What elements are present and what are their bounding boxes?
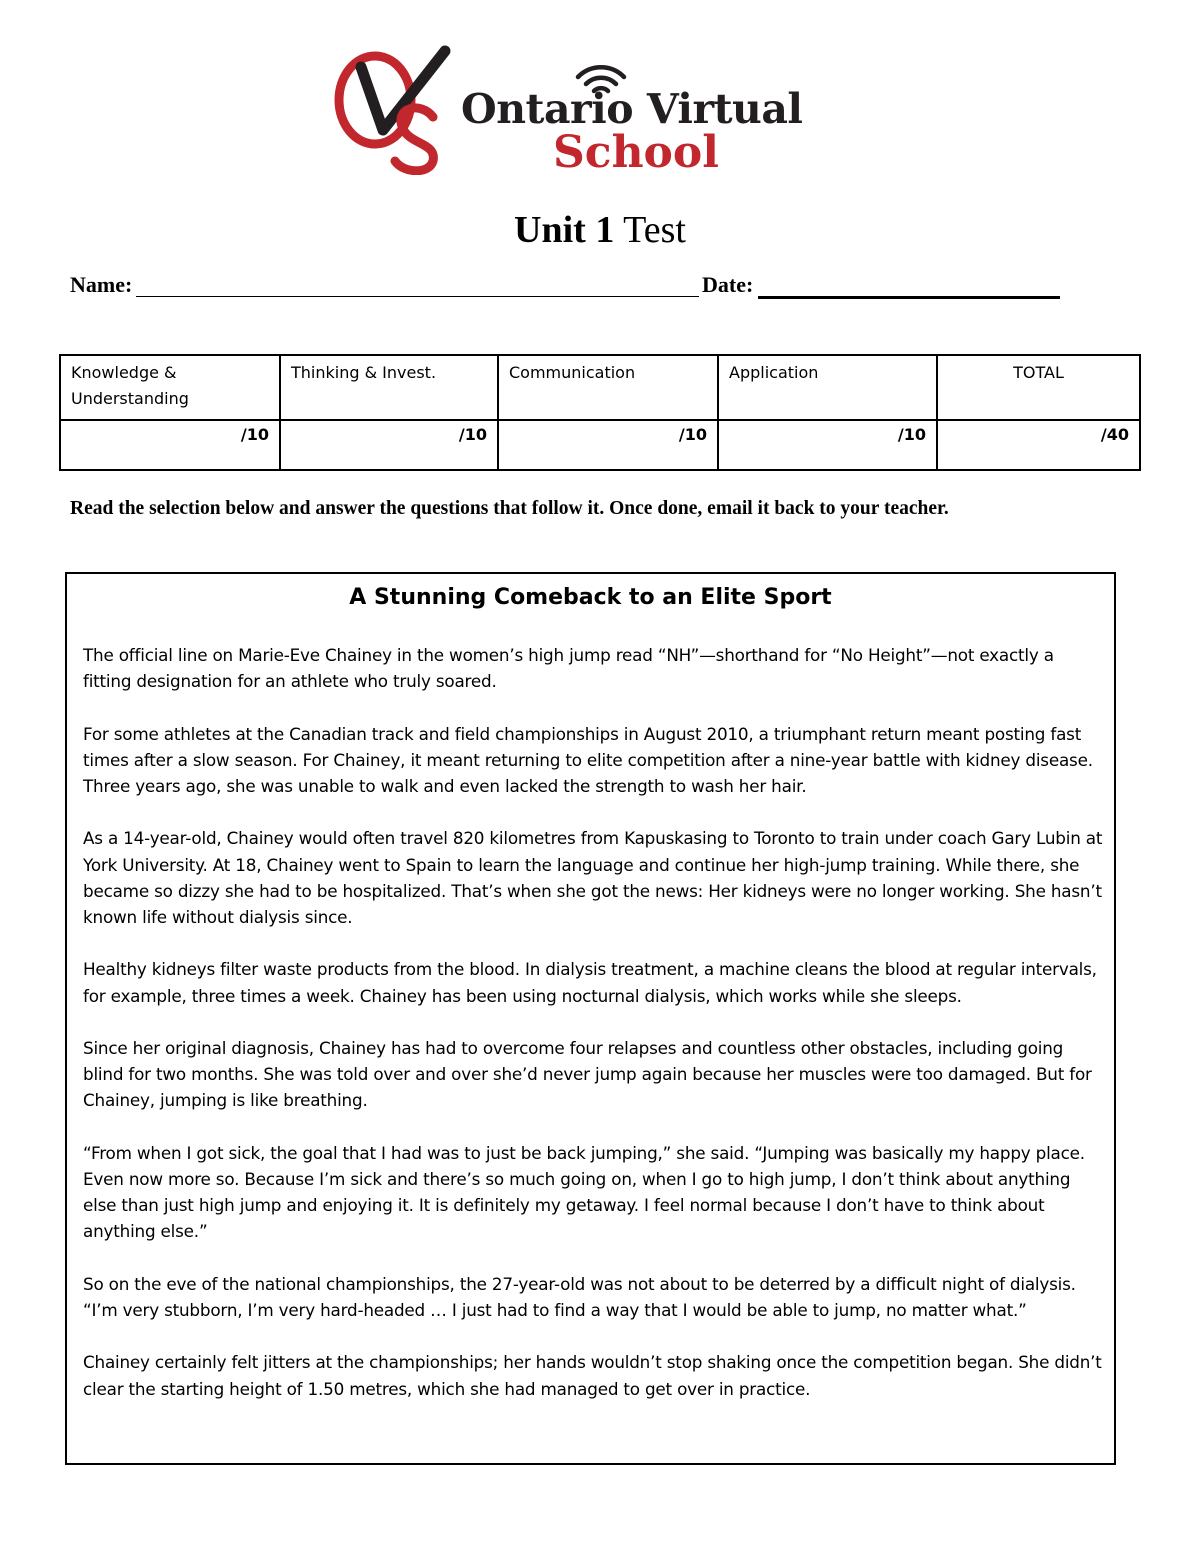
header-total: TOTAL — [937, 355, 1140, 420]
title-rest: Test — [614, 209, 686, 251]
header-thinking: Thinking & Invest. — [280, 355, 498, 420]
reading-passage-box — [65, 572, 1116, 1465]
reading-title: A Stunning Comeback to an Elite Sport — [349, 585, 832, 610]
ovs-logo-mark — [333, 45, 453, 175]
title-unit: Unit 1 — [514, 209, 615, 251]
name-field[interactable] — [136, 296, 699, 297]
score-application[interactable]: /10 — [718, 420, 937, 470]
page-title — [0, 208, 1200, 252]
name-label: Name: — [70, 272, 133, 297]
name-date-row — [70, 272, 1070, 312]
wifi-icon — [575, 63, 627, 97]
logo-line-1: Ontario Virtual — [461, 85, 803, 133]
score-knowledge[interactable]: /10 — [60, 420, 280, 470]
header-application: Application — [718, 355, 937, 420]
score-total[interactable]: /40 — [937, 420, 1140, 470]
paragraph: Chainey certainly felt jitters at the championships; her hands wouldn’t stop shaking once the competition began. She didn’t clear the starting height of 1.50 metres, which she had managed to get over in practice. — [83, 1352, 1102, 1399]
date-label: Date: — [702, 272, 754, 297]
paragraph: Since her original diagnosis, Chainey has had to overcome four relapses and countless other obstacles, including going blind for two months. She was told over and over she’d never jump again because her muscles were too damaged. But for Chainey, jumping is like breathing. — [83, 1037, 1092, 1111]
marks-header-row — [60, 355, 1140, 420]
reading-body — [83, 642, 1107, 1428]
header-communication: Communication — [498, 355, 718, 420]
logo-line-2: School — [553, 127, 719, 178]
paragraph: So on the eve of the national championships, the 27-year-old was not about to be deterred by a difficult night of dialysis. “I’m very stubborn, I’m very hard-headed … I just had to find a way that I would be able to jump, no matter what.” — [83, 1273, 1076, 1320]
paragraph: Healthy kidneys filter waste products from the blood. In dialysis treatment, a machine cleans the blood at regular intervals, for example, three times a week. Chainey has been using nocturnal dialysis, which works while she sleeps. — [83, 959, 1097, 1006]
header-knowledge: Knowledge & Understanding — [60, 355, 280, 420]
instructions: Read the selection below and answer the questions that follow it. Once done, email it back to your teacher. — [70, 498, 949, 519]
score-communication[interactable]: /10 — [498, 420, 718, 470]
school-logo — [333, 45, 803, 180]
date-field[interactable] — [758, 296, 1060, 299]
paragraph: “From when I got sick, the goal that I had was to just be back jumping,” she said. “Jumping was basically my happy place. Even now more so. Because I’m sick and there’s so much going on, when I go to high jump, I don’t think about anything else than just high jump and enjoying it. It is definitely my getaway. I feel normal because I don’t have to think about anything else.” — [83, 1142, 1085, 1242]
paragraph: For some athletes at the Canadian track and field championships in August 2010, a triumphant return meant posting fast times after a slow season. For Chainey, it meant returning to elite competition after a nine-year battle with kidney disease. Three years ago, she was unable to walk and even lacked the strength to wash her hair. — [83, 723, 1093, 796]
paragraph: The official line on Marie-Eve Chainey in the women’s high jump read “NH”—shorthand for “No Height”—not exactly a fitting designation for an athlete who truly soared. — [83, 645, 1054, 692]
marks-score-row — [60, 420, 1140, 470]
score-thinking[interactable]: /10 — [280, 420, 498, 470]
paragraph: As a 14-year-old, Chainey would often travel 820 kilometres from Kapuskasing to Toronto to train under coach Gary Lubin at York University. At 18, Chainey went to Spain to learn the language and continue her high-jump training. While there, she became so dizzy she had to be hospitalized. That’s when she got the news: Her kidneys were no longer working. She hasn’t known life without dialysis since. — [83, 828, 1103, 927]
marks-table — [59, 354, 1141, 471]
